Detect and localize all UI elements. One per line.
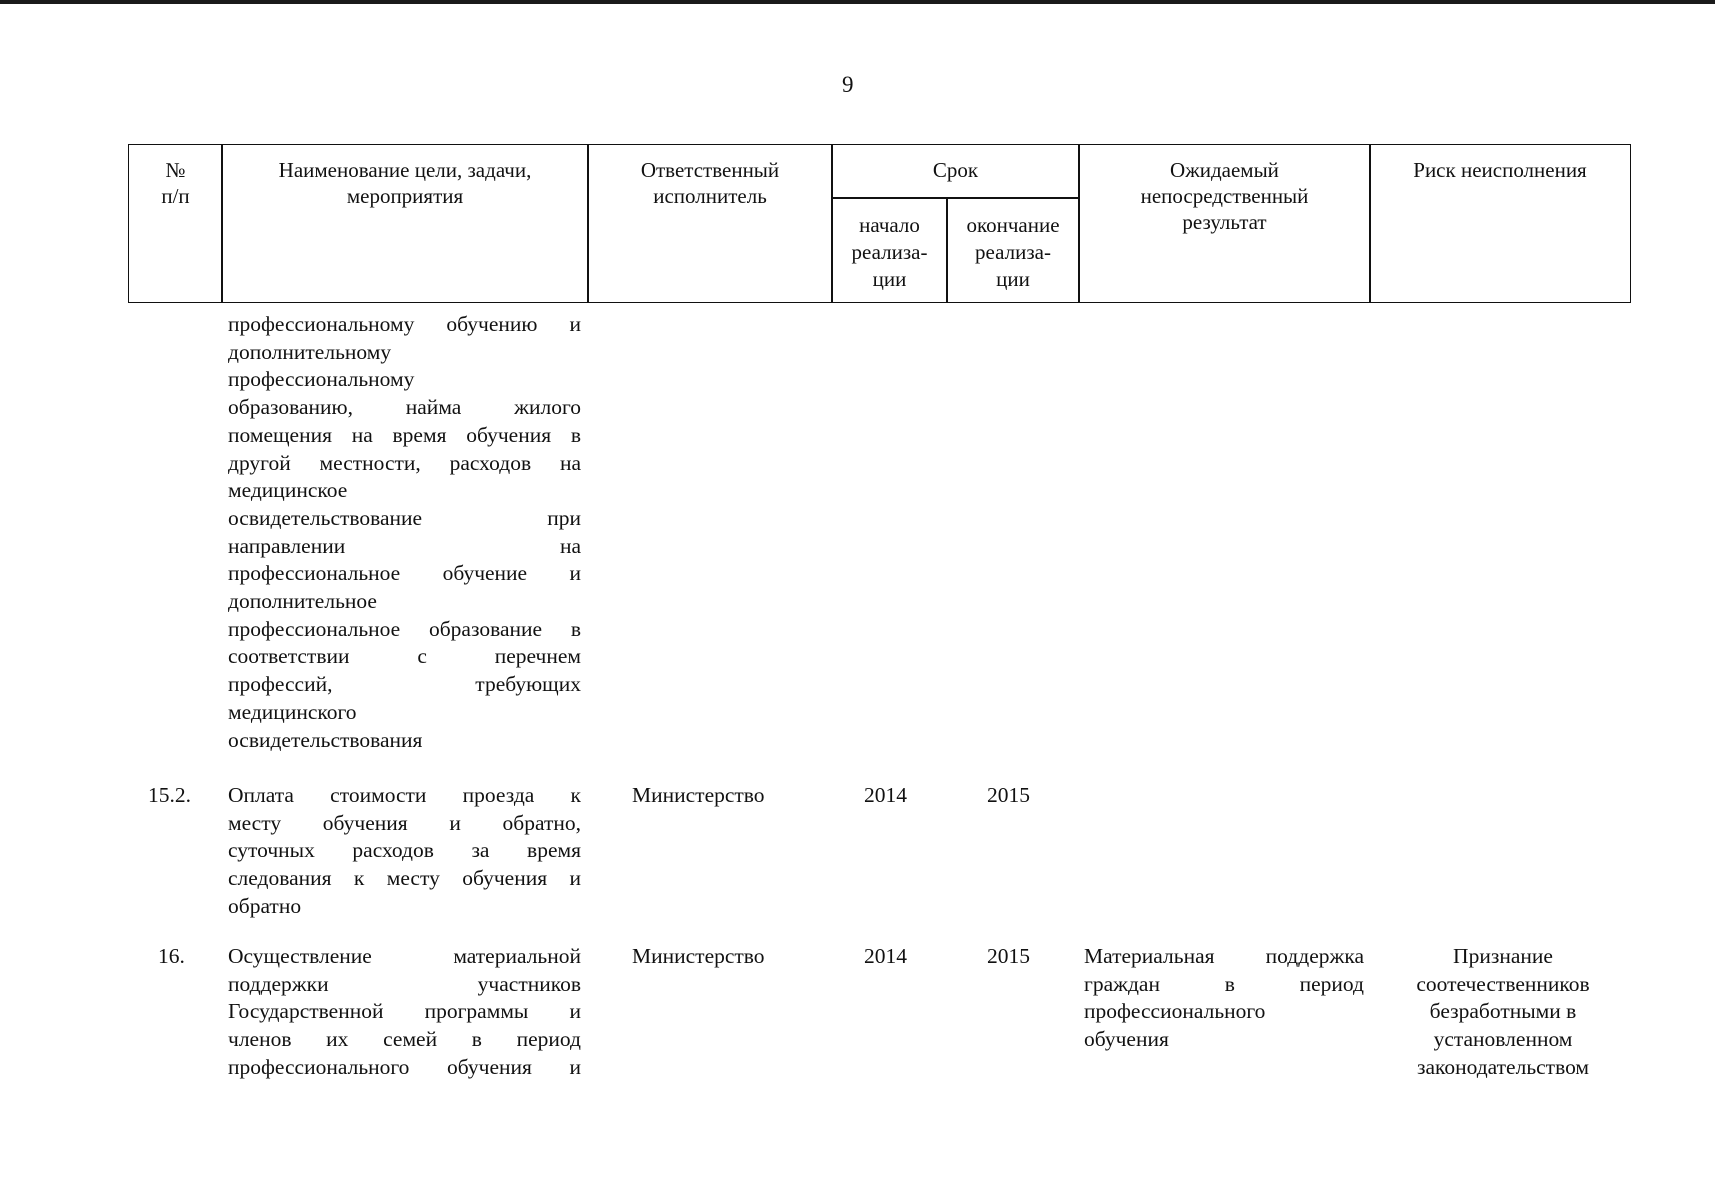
- text-line: профессиональному обучению и: [228, 312, 581, 336]
- text-line: направлении на: [228, 533, 581, 558]
- text-line: медицинское: [228, 478, 348, 503]
- header-name: [221, 144, 589, 303]
- text-line: освидетельствования: [228, 727, 423, 752]
- row-result: [1084, 943, 1364, 1054]
- header-start: [831, 197, 948, 303]
- text-line: образованию, найма жилого: [228, 395, 581, 420]
- header-number: [128, 144, 223, 303]
- text-line: освидетельствование при: [228, 505, 581, 530]
- text-line: законодательством: [1416, 1054, 1590, 1079]
- text-line: поддержки участников: [228, 971, 581, 996]
- header-number-label: № п/п: [161, 158, 190, 208]
- row-start-year: 2014: [864, 944, 907, 968]
- text-line: профессиональному: [228, 367, 415, 392]
- continuation-text: [228, 311, 581, 754]
- header-responsible-label: Ответственный исполнитель: [640, 158, 780, 208]
- header-start-label: начало реализа- ции: [851, 213, 928, 291]
- row-responsible: Министерство: [632, 944, 765, 968]
- header-risk: [1369, 144, 1631, 303]
- text-line: суточных расходов за время: [228, 838, 581, 863]
- header-result-label: Ожидаемый непосредственный результат: [1140, 158, 1309, 234]
- text-line: безработными в: [1429, 999, 1577, 1024]
- text-line: Государственной программы и: [228, 999, 581, 1024]
- text-line: обратно: [228, 893, 302, 918]
- header-end: [946, 197, 1080, 303]
- header-responsible: [587, 144, 833, 303]
- text-line: помещения на время обучения в: [228, 422, 581, 447]
- header-term: [831, 144, 1080, 199]
- header-name-label: Наименование цели, задачи, мероприятия: [278, 158, 532, 208]
- header-term-label: Срок: [932, 158, 979, 182]
- text-line: следования к месту обучения и: [228, 866, 581, 891]
- row-name: [228, 943, 581, 1082]
- text-line: профессионального обучения и: [228, 1054, 581, 1079]
- text-line: профессионального: [1084, 999, 1266, 1024]
- row-end-year: 2015: [987, 944, 1030, 968]
- row-number: 15.2.: [148, 783, 191, 807]
- row-end-year: 2015: [987, 783, 1030, 807]
- header-risk-label: Риск неисполнения: [1413, 158, 1587, 182]
- row-risk: [1392, 943, 1614, 1082]
- text-line: профессиональное обучение и: [228, 561, 581, 586]
- top-border-line: [0, 0, 1715, 4]
- text-line: членов их семей в период: [228, 1027, 581, 1052]
- text-line: граждан в период: [1084, 971, 1364, 996]
- header-result: [1078, 144, 1371, 303]
- row-responsible: Министерство: [632, 783, 765, 807]
- page-number: 9: [842, 72, 854, 97]
- text-line: профессий, требующих: [228, 672, 581, 697]
- text-line: соответствии с перечнем: [228, 644, 581, 669]
- table-header: [128, 144, 1631, 303]
- row-number: 16.: [158, 944, 185, 968]
- text-line: установленном: [1433, 1027, 1573, 1052]
- row-name: [228, 782, 581, 921]
- text-line: дополнительному: [228, 339, 392, 364]
- text-line: Материальная поддержка: [1084, 944, 1364, 968]
- text-line: Оплата стоимости проезда к: [228, 783, 581, 807]
- header-end-label: окончание реализа- ции: [966, 213, 1060, 291]
- text-line: Осуществление материальной: [228, 944, 581, 968]
- text-line: профессиональное образование в: [228, 616, 581, 641]
- text-line: обучения: [1084, 1027, 1169, 1052]
- text-line: медицинского: [228, 699, 357, 724]
- text-line: Признание: [1453, 944, 1553, 968]
- text-line: соотечественников: [1416, 971, 1590, 996]
- text-line: месту обучения и обратно,: [228, 810, 581, 835]
- text-line: другой местности, расходов на: [228, 450, 581, 475]
- row-start-year: 2014: [864, 783, 907, 807]
- text-line: дополнительное: [228, 589, 377, 614]
